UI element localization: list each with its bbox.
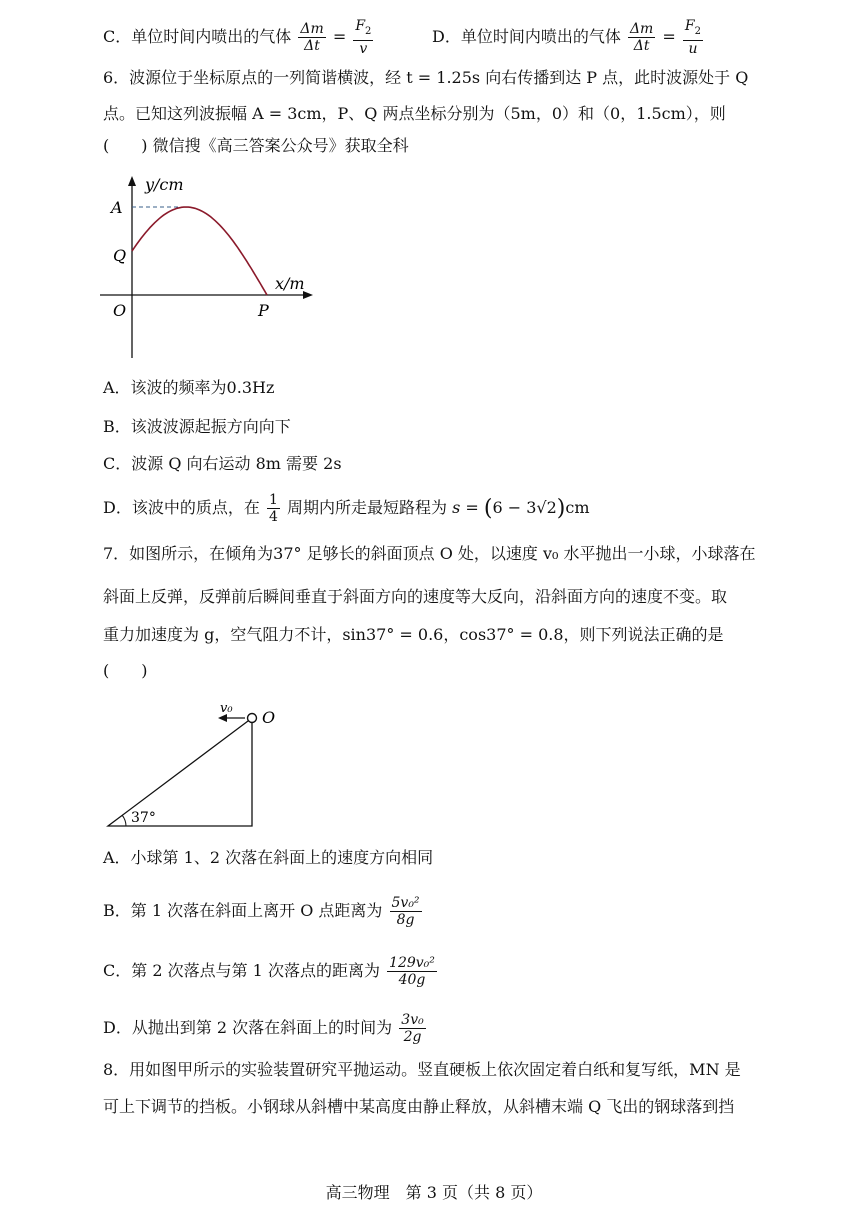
q5-option-c: C．单位时间内喷出的气体 $\frac{\Delta m}{\Delta t}$ = $\frac{F_2}{v}$ <box>103 18 372 57</box>
q7-optb-frac: $\frac{\text{5v₀²}}{8g}$ <box>391 895 420 928</box>
q7-optd-frac: $\frac{\text{3v₀}}{2g}$ <box>401 1012 424 1045</box>
q5-optc-frac-right: $\frac{F_2}{v}$ <box>355 18 372 57</box>
q6-option-d: D．该波中的质点，在 $\frac{1}{4}$ 周期内所走最短路程为 s = (6 − 3√2)cm <box>103 492 590 525</box>
q6-option-a: A．该波的频率为0.3Hz <box>103 378 275 397</box>
q6-stem-line2: 点。已知这列波振幅 A = 3cm，P、Q 两点坐标分别为（5m，0）和（0，1.5cm），则 <box>103 104 726 123</box>
label-q: Q <box>113 246 127 265</box>
q7-stem-line1: 7．如图所示，在倾角为37° 足够长的斜面顶点 O 处，以速度 v₀ 水平抛出一小球，小球落在 <box>103 544 756 563</box>
answer-paren: ( ) <box>103 136 148 155</box>
label-angle: 37° <box>131 810 156 826</box>
q7-option-b: B．第 1 次落在斜面上离开 O 点距离为 $\frac{\text{5v₀²}}{8g}$ <box>103 895 420 928</box>
q8-stem-line1: 8．用如图甲所示的实验装置研究平抛运动。竖直硬板上依次固定着白纸和复写纸，MN 是 <box>103 1060 741 1079</box>
q5-optd-frac-left: $\frac{\Delta m}{\Delta t}$ <box>629 20 654 54</box>
label-o: O <box>113 301 127 320</box>
q6-stem-line1: 6．波源位于坐标原点的一列简谐横波，经 t = 1.25s 向右传播到达 P 点，此时波源处于 Q <box>103 68 749 87</box>
wave-curve <box>132 207 267 295</box>
watermark-text: 微信搜《高三答案公众号》获取全科 <box>152 136 409 155</box>
q7-option-c: C．第 2 次落点与第 1 次落点的距离为 $\frac{\text{129v₀²}}{40g}$ <box>103 955 435 988</box>
q7-option-a: A．小球第 1、2 次落在斜面上的速度方向相同 <box>103 848 434 867</box>
q6-wave-graph <box>95 170 325 365</box>
q5-optc-frac-left: $\frac{\Delta m}{\Delta t}$ <box>300 20 324 54</box>
label-p: P <box>258 301 269 320</box>
q7-incline-figure <box>100 700 300 830</box>
label-a: A <box>111 198 123 217</box>
q5-option-d: D．单位时间内喷出的气体 $\frac{\Delta m}{\Delta t}$ = $\frac{F_2}{u}$ <box>432 18 702 57</box>
q6-option-b: B．该波波源起振方向向下 <box>103 417 291 436</box>
q7-stem-line2: 斜面上反弹，反弹前后瞬间垂直于斜面方向的速度等大反向，沿斜面方向的速度不变。取 <box>103 587 728 606</box>
y-axis-label: y/cm <box>145 175 184 194</box>
q6-optd-frac: $\frac{1}{4}$ <box>268 492 278 525</box>
q6-stem-line3 <box>103 135 409 157</box>
q8-stem-line2: 可上下调节的挡板。小钢球从斜槽中某高度由静止释放，从斜槽末端 Q 飞出的钢球落到挡 <box>103 1097 735 1116</box>
q7-option-d: D．从抛出到第 2 次落在斜面上的时间为 $\frac{\text{3v₀}}{2g}$ <box>103 1012 424 1045</box>
label-o-incline: O <box>262 708 276 727</box>
q7-stem-line3: 重力加速度为 g，空气阻力不计，sin37° = 0.6，cos37° = 0.8，则下列说法正确的是 <box>103 625 724 644</box>
q7-answer-paren: ( ) <box>103 661 148 680</box>
page-footer: 高三物理 第 3 页（共 8 页） <box>325 1183 543 1202</box>
label-v0: v₀ <box>220 701 233 716</box>
q5-optd-frac-right: $\frac{F_2}{u}$ <box>684 18 702 57</box>
q6-option-c: C．波源 Q 向右运动 8m 需要 2s <box>103 454 342 473</box>
q7-optc-frac: $\frac{\text{129v₀²}}{40g}$ <box>389 955 435 988</box>
x-axis-label: x/m <box>275 274 305 293</box>
